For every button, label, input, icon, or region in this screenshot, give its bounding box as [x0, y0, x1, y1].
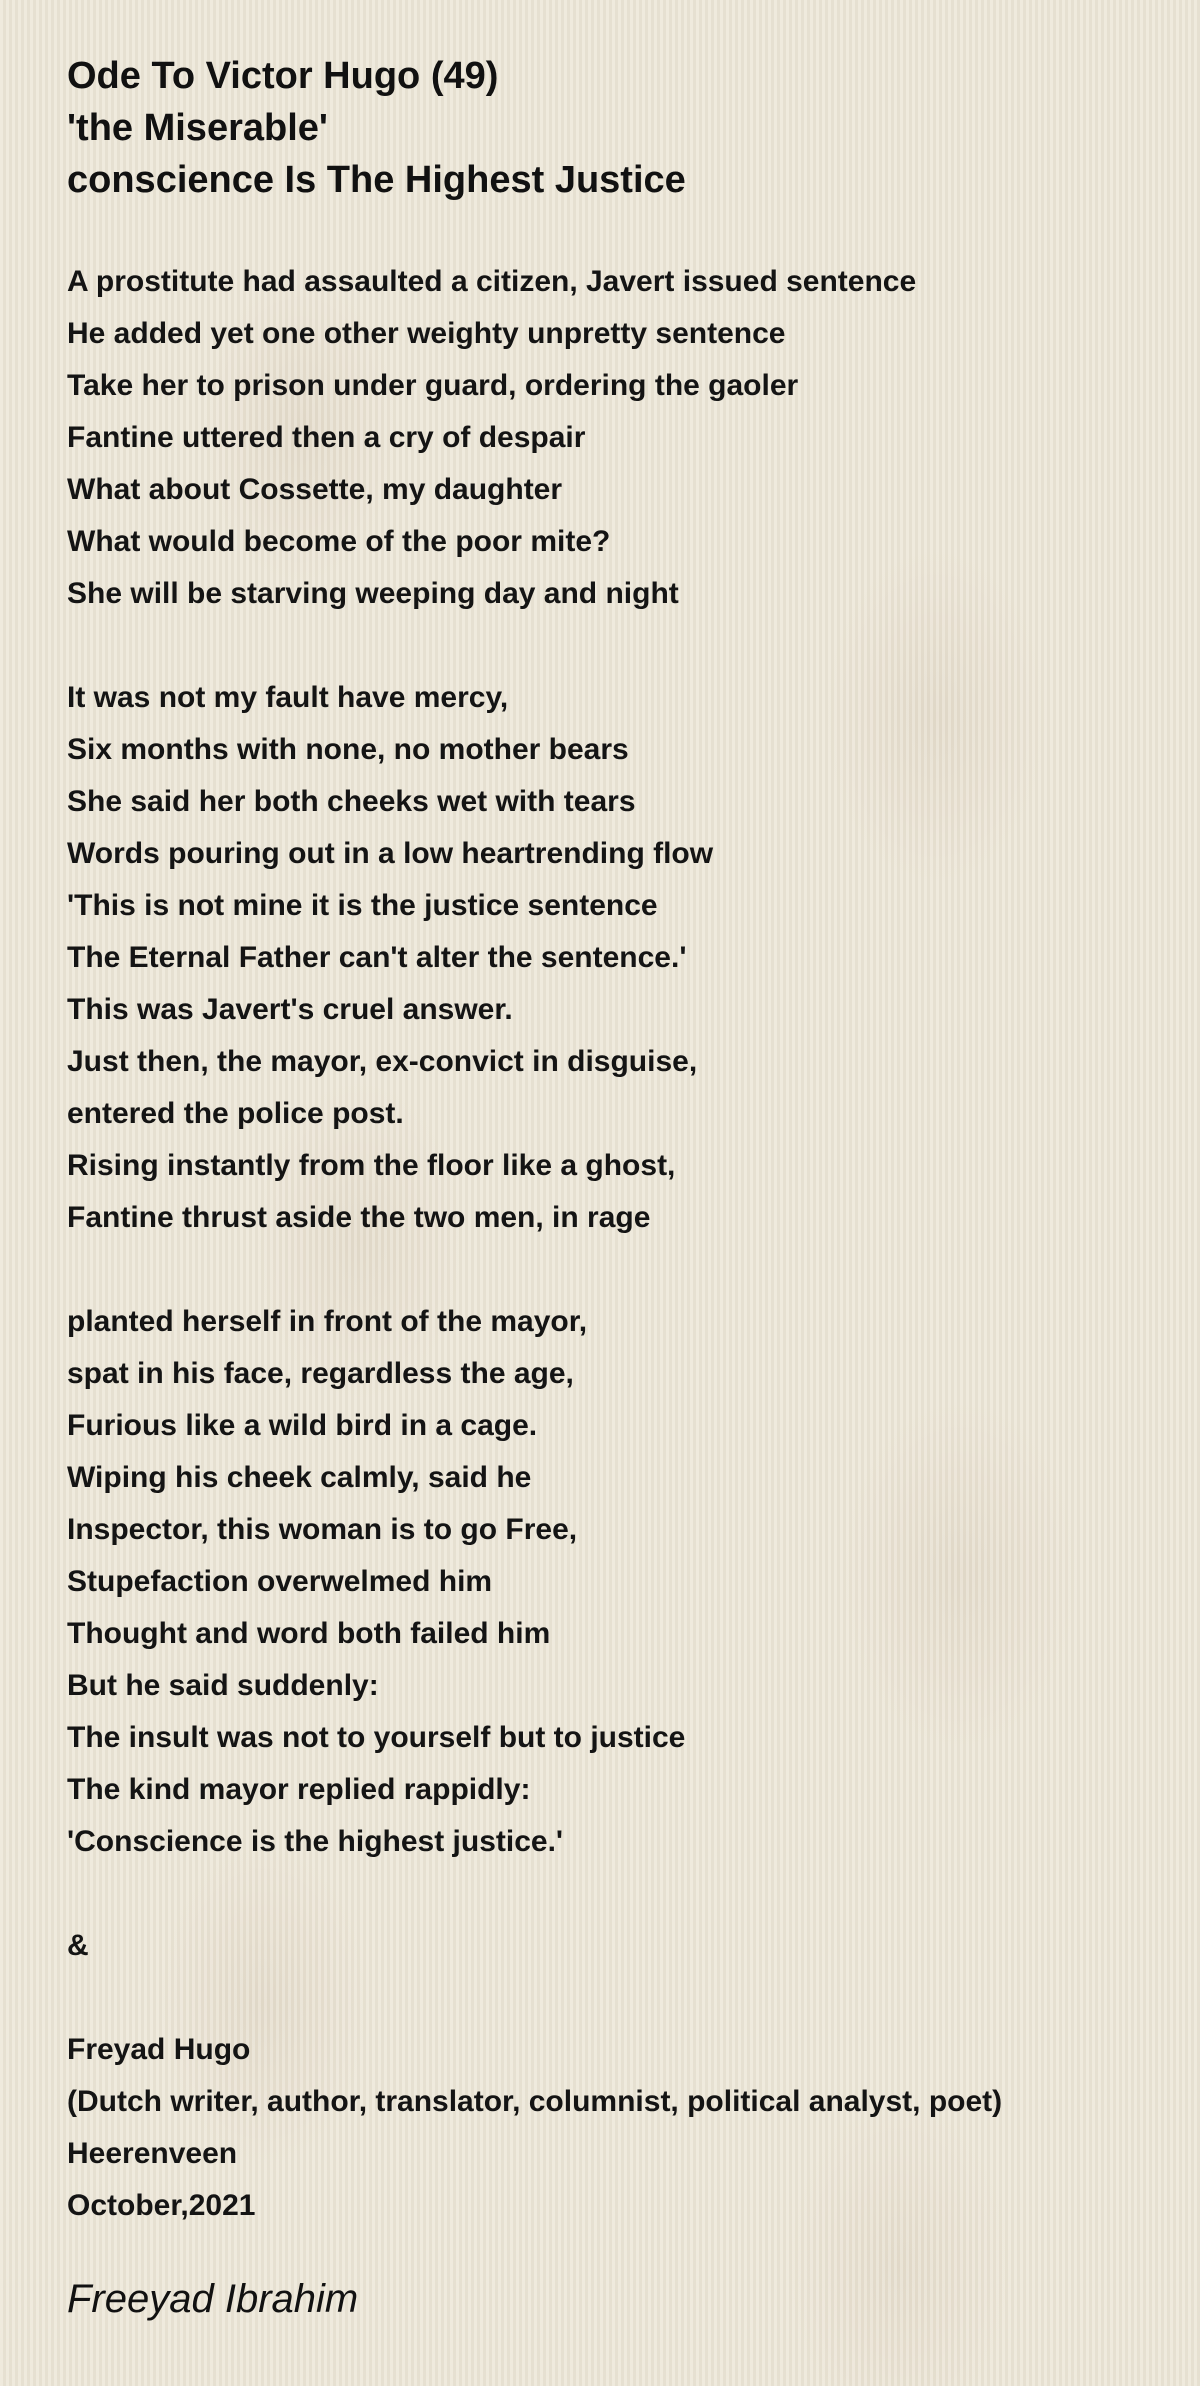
stanza-break — [67, 620, 1157, 672]
stanza-break — [67, 1868, 1157, 1920]
poem-page — [67, 50, 1157, 2326]
poem-line: But he said suddenly: — [67, 1669, 379, 1702]
poem-line: What about Cossette, my daughter — [67, 473, 563, 506]
poem-line: It was not my fault have mercy, — [67, 681, 509, 714]
poem-line: Six months with none, no mother bears — [67, 733, 629, 766]
poem-line: Words pouring out in a low heartrending flow — [67, 837, 714, 870]
poem-line: October,2021 — [67, 2189, 256, 2222]
poem-line: He added yet one other weighty unpretty sentence — [67, 317, 786, 350]
poem-line: Freyad Hugo — [67, 2033, 251, 2066]
poem-author: Freeyad Ibrahim — [67, 2277, 359, 2321]
title-line: Ode To Victor Hugo (49) — [67, 55, 499, 97]
title-line: 'the Miserable' — [67, 107, 328, 149]
poem-line: Fantine thrust aside the two men, in rage — [67, 1201, 651, 1234]
poem-line: The kind mayor replied rappidly: — [67, 1773, 531, 1806]
poem-line: Heerenveen — [67, 2137, 238, 2170]
poem-line: spat in his face, regardless the age, — [67, 1357, 574, 1390]
poem-line: 'Conscience is the highest justice.' — [67, 1825, 564, 1858]
poem-line: Thought and word both failed him — [67, 1617, 551, 1650]
stanza-break — [67, 1972, 1157, 2024]
stanza-break — [67, 1244, 1157, 1296]
poem-line: & — [67, 1929, 89, 1962]
poem-line: The insult was not to yourself but to justice — [67, 1721, 686, 1754]
poem-line: Inspector, this woman is to go Free, — [67, 1513, 578, 1546]
poem-line: Rising instantly from the floor like a ghost, — [67, 1149, 676, 1182]
poem-line: Take her to prison under guard, ordering the gaoler — [67, 369, 799, 402]
poem-line: She said her both cheeks wet with tears — [67, 785, 636, 818]
poem-line: A prostitute had assaulted a citizen, Javert issued sentence — [67, 265, 917, 298]
poem-line: Fantine uttered then a cry of despair — [67, 421, 586, 454]
poem-body — [67, 256, 1157, 2232]
poem-line: Stupefaction overwelmed him — [67, 1565, 493, 1598]
poem-line: Wiping his cheek calmly, said he — [67, 1461, 532, 1494]
poem-line: She will be starving weeping day and night — [67, 577, 679, 610]
poem-line: (Dutch writer, author, translator, columnist, political analyst, poet) — [67, 2085, 1003, 2118]
poem-line: planted herself in front of the mayor, — [67, 1305, 588, 1338]
poem-line: entered the police post. — [67, 1097, 404, 1130]
title-line: conscience Is The Highest Justice — [67, 159, 686, 201]
poem-line: Just then, the mayor, ex-convict in disguise, — [67, 1045, 698, 1078]
poem-line: This was Javert's cruel answer. — [67, 993, 513, 1026]
poem-line: The Eternal Father can't alter the sentence.' — [67, 941, 687, 974]
poem-title — [67, 50, 1157, 206]
poem-line: 'This is not mine it is the justice sentence — [67, 889, 658, 922]
poem-line: Furious like a wild bird in a cage. — [67, 1409, 538, 1442]
poem-line: What would become of the poor mite? — [67, 525, 611, 558]
